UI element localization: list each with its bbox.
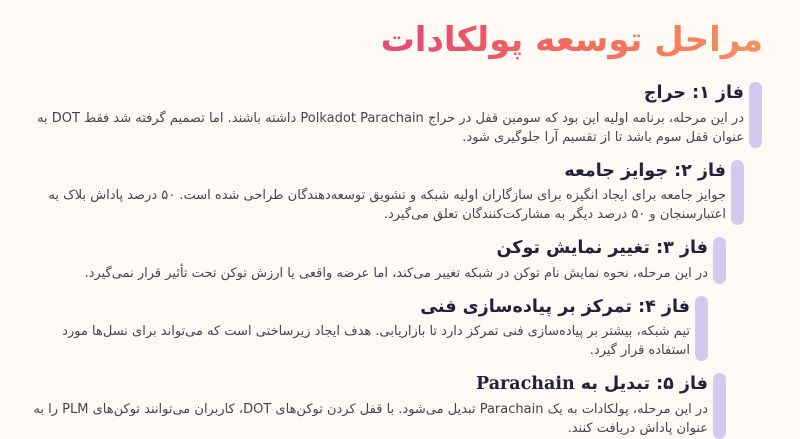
phase-section bbox=[28, 237, 726, 284]
phase-content bbox=[28, 296, 690, 361]
timeline-bar bbox=[731, 160, 744, 225]
phase-heading bbox=[28, 82, 744, 105]
phase-section bbox=[28, 160, 744, 225]
phase-heading bbox=[28, 296, 690, 319]
phase-heading-text: فاز ۱: حراج bbox=[643, 83, 744, 104]
phase-heading bbox=[28, 373, 708, 396]
timeline-bar bbox=[713, 237, 726, 284]
phase-section bbox=[28, 373, 726, 438]
phase-heading bbox=[28, 160, 726, 183]
phase-body: در این مرحله، پولکادات به یک Parachain تبدیل می‌شود. با قفل کردن توکن‌های DOT، کاربران می‌توانند توکن‌های PLM را به عنوان پاداش دریافت کنند. bbox=[33, 401, 708, 436]
phase-section bbox=[28, 82, 762, 147]
phase-body: در این مرحله، برنامه اولیه این بود که سومین قفل در حراج Polkadot Parachain داشته باشند. اما تصمیم گرفته شد فقط DOT به عنوان قفل سوم باشد تا از تقسیم آرا جلوگیری شود. bbox=[37, 110, 744, 145]
phase-body: تیم شبکه، بیشتر بر پیاده‌سازی فنی تمرکز دارد تا بازاریابی. هدف ایجاد زیرساختی است که می‌تواند برای نسل‌ها مورد استفاده قرار گیرد. bbox=[62, 324, 690, 359]
page-title: مراحل توسعه پولکادات bbox=[0, 18, 763, 62]
phase-heading-text: فاز ۴: تمرکز بر پیاده‌سازی فنی bbox=[420, 296, 690, 317]
phase-content bbox=[28, 82, 744, 147]
phase-heading-text: فاز ۳: تغییر نمایش توکن bbox=[496, 238, 708, 259]
phase-body: در این مرحله، نحوه نمایش نام توکن در شبکه تغییر می‌کند، اما عرضه واقعی یا ارزش توکن تحت تأثیر قرار نمی‌گیرد. bbox=[84, 265, 708, 281]
phase-content bbox=[28, 373, 708, 438]
phase-heading-text: فاز ۵: تبدیل به bbox=[580, 374, 708, 395]
timeline-bar bbox=[713, 373, 726, 438]
phase-heading bbox=[28, 237, 708, 260]
phase-content bbox=[28, 237, 708, 284]
phase-content bbox=[28, 160, 726, 225]
phase-section bbox=[28, 296, 708, 361]
phase-body: جوایز جامعه برای ایجاد انگیزه برای سازگاران اولیه شبکه و تشویق توسعه‌دهندگان طراحی شده است. ۵۰ درصد پاداش بلاک به اعتبارسنجان و ۵۰ درصد دیگر به مشارکت‌کنندگان تعلق می‌گیرد. bbox=[48, 188, 726, 223]
phase-heading-latin: Parachain bbox=[476, 374, 575, 395]
phase-heading-text: فاز ۲: جوایز جامعه bbox=[564, 160, 726, 181]
timeline-bar bbox=[695, 296, 708, 361]
timeline-bar bbox=[749, 82, 762, 147]
